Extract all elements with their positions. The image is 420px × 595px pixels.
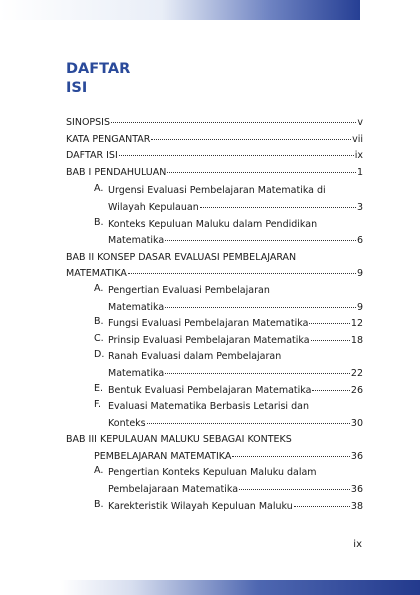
page-number: ix <box>353 539 362 550</box>
leader-dots <box>200 207 356 208</box>
toc-page: 22 <box>350 367 363 379</box>
leader-dots <box>147 423 350 424</box>
toc-marker: A. <box>94 183 104 195</box>
toc-page: 30 <box>350 417 363 429</box>
leader-dots <box>239 489 350 490</box>
toc-label-line2: Matematika <box>108 235 165 247</box>
toc-marker: A. <box>94 465 104 477</box>
toc-entry-bab3-a[interactable] <box>66 465 363 498</box>
leader-dots <box>294 506 350 507</box>
toc-entry-bab2[interactable] <box>66 250 363 283</box>
toc-page: 1 <box>356 166 363 178</box>
toc-page: ix <box>354 150 363 162</box>
leader-dots <box>312 390 349 391</box>
leader-dots <box>165 240 356 241</box>
leader-dots <box>151 139 351 140</box>
toc-label-line2: MATEMATIKA <box>66 268 127 280</box>
leader-dots <box>165 373 350 374</box>
toc-label-line2: Matematika <box>108 367 165 379</box>
toc-entry-sinopsis[interactable] <box>66 117 363 134</box>
leader-dots <box>165 307 356 308</box>
header-gradient-bar <box>0 0 360 20</box>
toc-entry-bab2-e[interactable] <box>66 383 363 400</box>
toc-label: SINOPSIS <box>66 117 111 128</box>
toc-marker: C. <box>94 332 104 344</box>
toc-label: BAB I PENDAHULUAN <box>66 166 167 178</box>
toc-marker: E. <box>94 382 104 394</box>
toc-label-line1: Urgensi Evaluasi Pembelajaran Matematika di <box>108 185 326 197</box>
toc-label-line2: PEMBELAJARAN MATEMATIKA <box>94 450 232 462</box>
toc-label-line1: Evaluasi Matematika Berbasis Letarisi dan <box>108 401 309 413</box>
toc-label: Karekteristik Wilayah Kepuluan Maluku <box>108 500 293 512</box>
toc-page: 3 <box>356 201 363 213</box>
toc-page: 9 <box>356 301 363 313</box>
toc-entry-bab1[interactable] <box>66 167 363 184</box>
toc-label-line2: Konteks <box>108 417 146 429</box>
toc-page: 18 <box>350 334 363 346</box>
toc-page: 6 <box>356 235 363 247</box>
leader-dots <box>167 172 356 173</box>
toc-label-line1: Pengertian Evaluasi Pembelajaran <box>108 284 270 296</box>
toc-entry-bab2-d[interactable] <box>66 349 363 382</box>
toc-label: Prinsip Evaluasi Pembelajaran Matematika <box>108 334 310 346</box>
toc-label-line2: Wilayah Kepulauan <box>108 201 199 213</box>
toc-marker: B. <box>94 498 104 510</box>
toc-marker: A. <box>94 282 104 294</box>
leader-dots <box>111 122 356 123</box>
toc-entry-bab1-a[interactable] <box>66 183 363 216</box>
toc-page: 36 <box>350 450 363 462</box>
toc-label: KATA PENGANTAR <box>66 133 151 145</box>
toc-page: v <box>357 117 363 128</box>
toc-entry-bab1-b[interactable] <box>66 217 363 250</box>
table-of-contents <box>66 117 363 515</box>
leader-dots <box>128 273 356 274</box>
toc-label-line1: Pengertian Konteks Kepuluan Maluku dalam <box>108 467 317 479</box>
toc-marker: F. <box>94 399 101 411</box>
page-title <box>66 60 130 98</box>
leader-dots <box>119 155 354 156</box>
title-line-1: DAFTAR <box>66 61 131 77</box>
toc-entry-kata-pengantar[interactable] <box>66 134 363 151</box>
toc-page: 9 <box>356 268 363 280</box>
leader-dots <box>309 323 350 324</box>
toc-page: 26 <box>350 384 363 396</box>
toc-entry-daftar-isi[interactable] <box>66 150 363 167</box>
toc-entry-bab3[interactable] <box>66 432 363 465</box>
leader-dots <box>311 340 350 341</box>
toc-label-line1: BAB II KONSEP DASAR EVALUASI PEMBELAJARAN <box>66 251 297 263</box>
toc-marker: D. <box>94 349 105 361</box>
toc-page: vii <box>352 133 363 145</box>
toc-marker: B. <box>94 316 104 328</box>
toc-page: 36 <box>350 484 363 496</box>
toc-page: 38 <box>350 500 363 512</box>
toc-page: 12 <box>350 318 363 330</box>
toc-marker: B. <box>94 216 104 228</box>
toc-entry-bab2-b[interactable] <box>66 316 363 333</box>
toc-label-line2: Pembelajaraan Matematika <box>108 484 239 496</box>
toc-entry-bab2-a[interactable] <box>66 283 363 316</box>
toc-label: DAFTAR ISI <box>66 150 118 162</box>
footer-gradient-bar <box>60 580 420 595</box>
title-line-2: ISI <box>66 80 88 96</box>
toc-label-line2: Matematika <box>108 301 165 313</box>
toc-label-line1: Ranah Evaluasi dalam Pembelajaran <box>108 351 282 363</box>
toc-label: Bentuk Evaluasi Pembelajaran Matematika <box>108 384 312 396</box>
toc-label-line1: BAB III KEPULAUAN MALUKU SEBAGAI KONTEKS <box>66 434 292 446</box>
toc-label-line1: Konteks Kepuluan Maluku dalam Pendidikan <box>108 218 318 230</box>
toc-label: Fungsi Evaluasi Pembelajaran Matematika <box>108 318 309 330</box>
toc-entry-bab2-f[interactable] <box>66 399 363 432</box>
toc-entry-bab2-c[interactable] <box>66 333 363 350</box>
leader-dots <box>232 456 350 457</box>
toc-entry-bab3-b[interactable] <box>66 499 363 516</box>
